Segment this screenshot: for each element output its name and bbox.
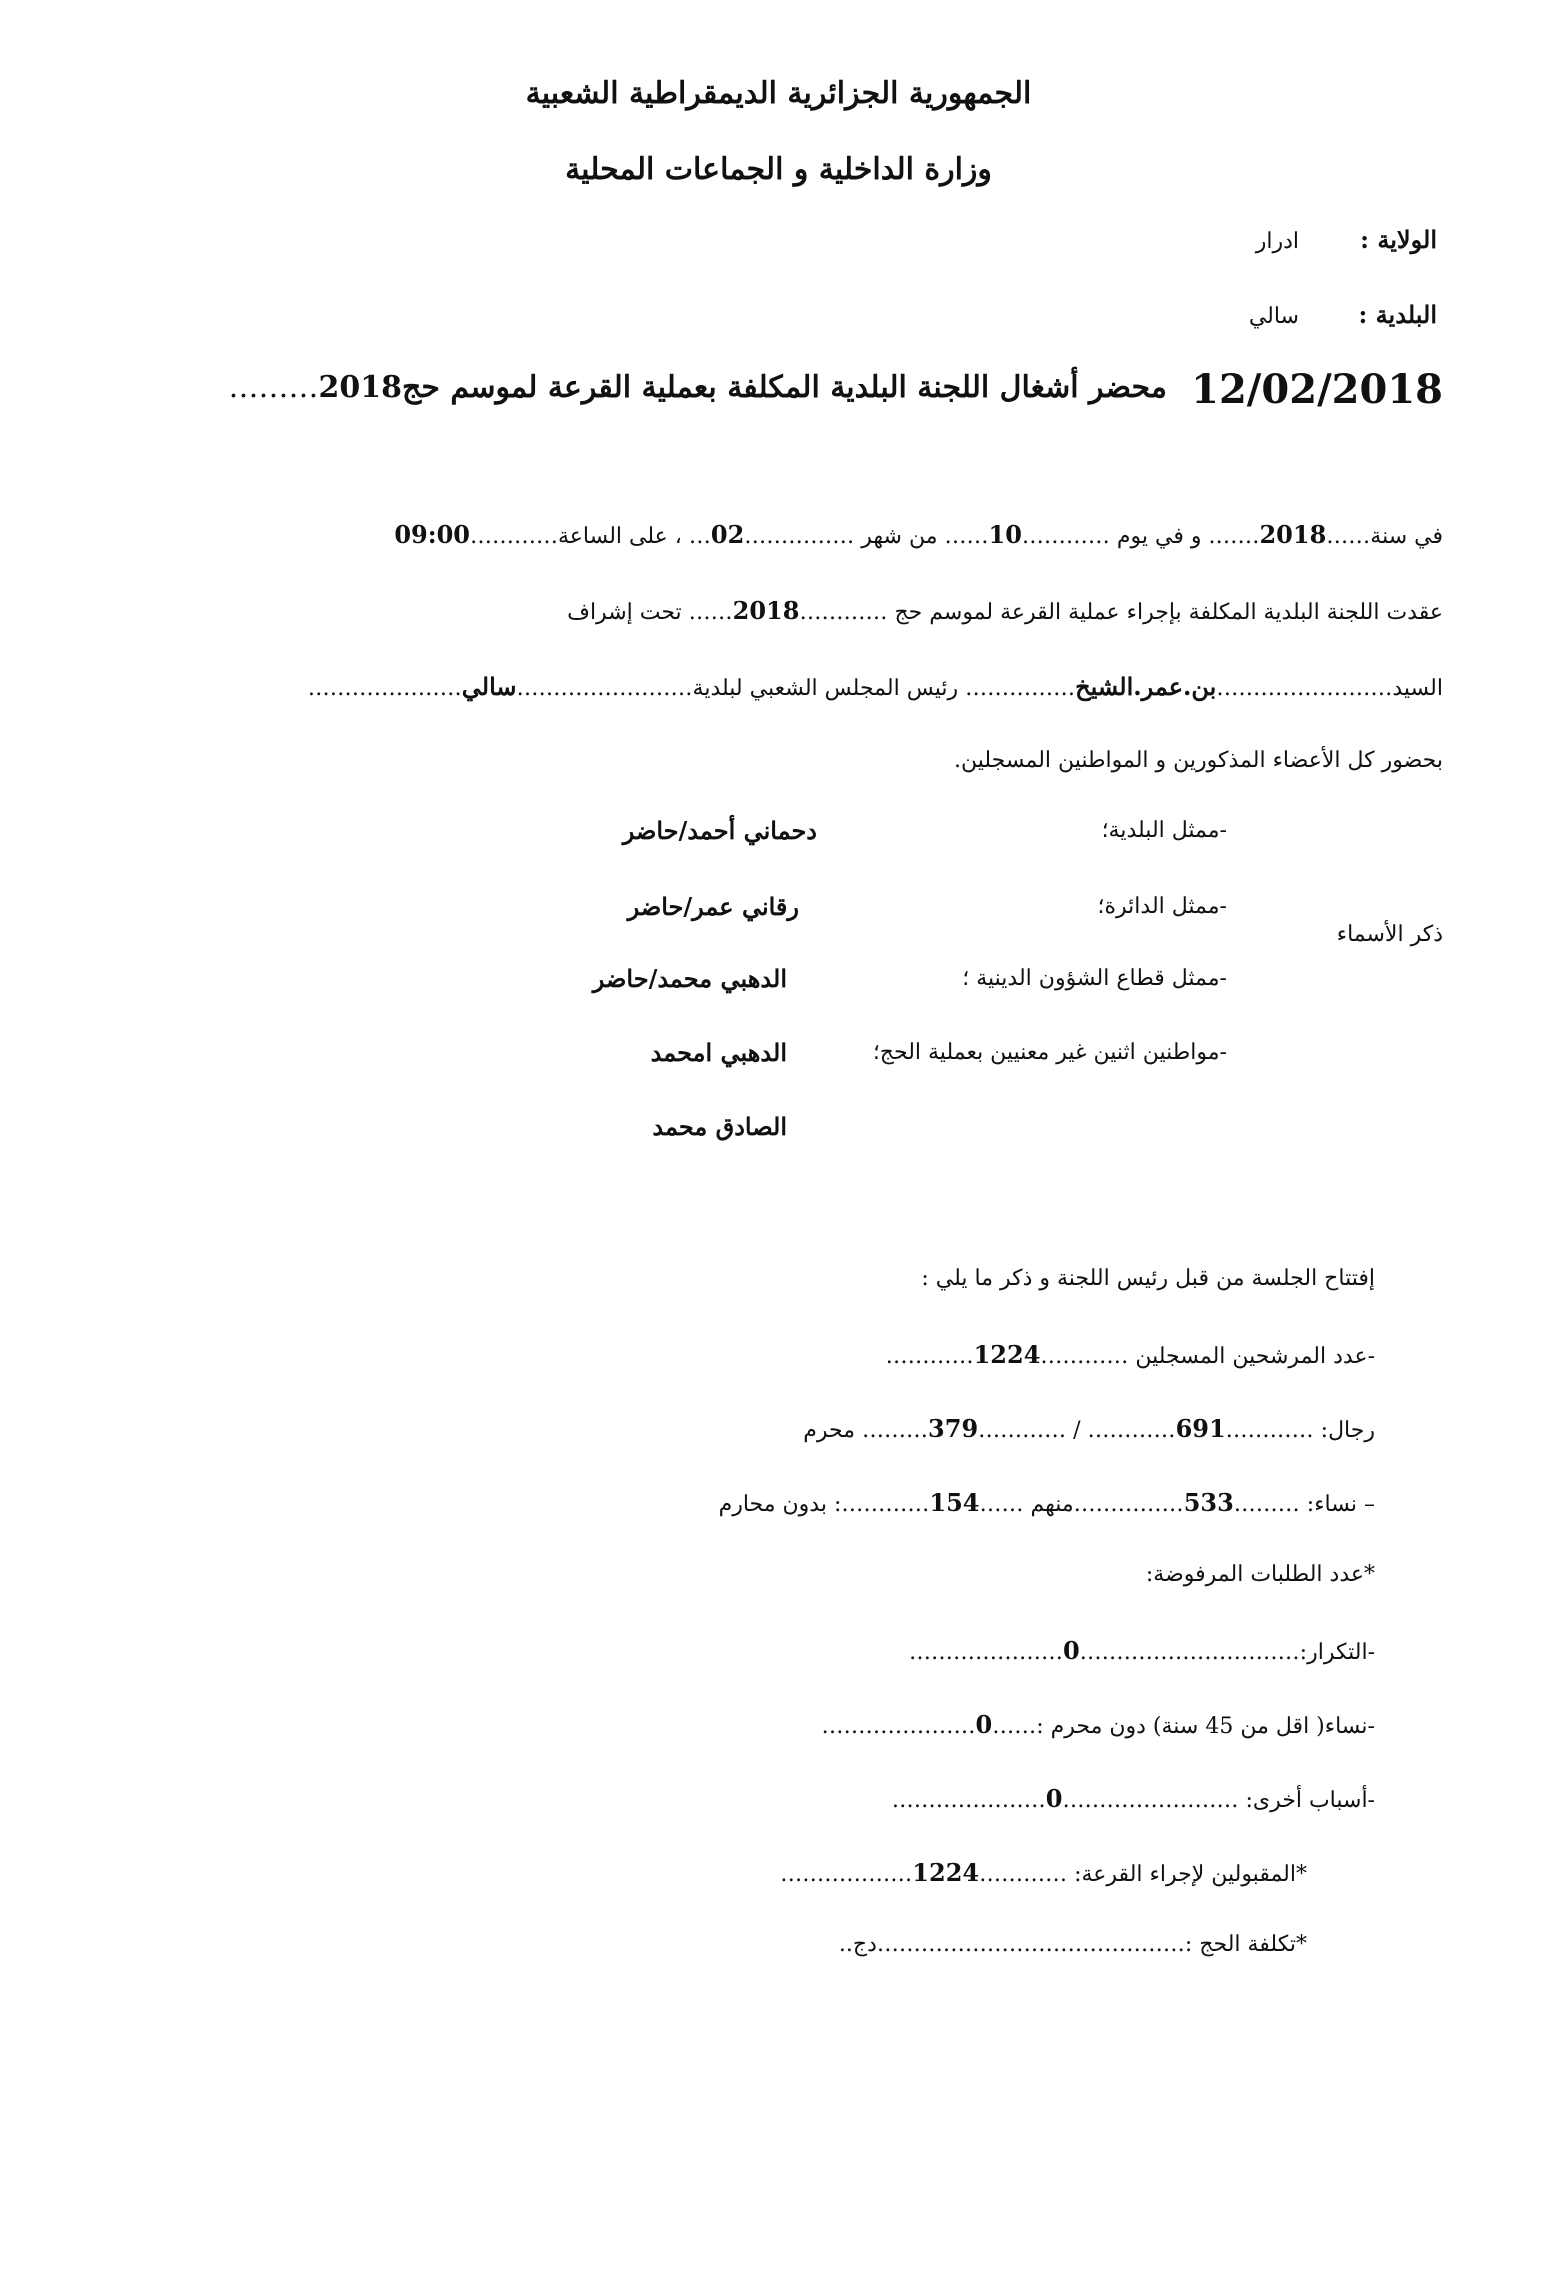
session-year: 2018 — [1259, 520, 1327, 549]
men-line — [803, 1414, 1375, 1443]
women45-label: -نساء( اقل من 45 سنة) دون محرم :…… — [992, 1714, 1375, 1739]
baladiya-value: سالي — [1248, 304, 1299, 329]
member-role-2: -ممثل الدائرة؛ — [1097, 894, 1227, 919]
accepted-label: *المقبولين لإجراء القرعة: ………… — [979, 1862, 1307, 1887]
month-label: …… من شهر …………… — [744, 524, 989, 549]
session-line-3-suffix: ………………… — [307, 676, 462, 701]
wilaya-label: الولاية : — [1360, 225, 1437, 254]
republic-heading: الجمهورية الجزائرية الديمقراطية الشعبية — [525, 76, 1032, 111]
mr-label: السيد…………………… — [1216, 676, 1443, 701]
men-label: رجال: ………… — [1225, 1418, 1375, 1443]
women-total: 533 — [1183, 1488, 1234, 1517]
rejected-title: *عدد الطلبات المرفوضة: — [1145, 1562, 1375, 1587]
registered-line — [886, 1340, 1375, 1369]
member-name-4: الدهبي امحمد — [650, 1038, 787, 1067]
members-side-label: ذكر الأسماء — [1336, 922, 1443, 947]
cost-line: *تكلفة الحج :……………………………………دج.. — [838, 1932, 1307, 1957]
women-line — [719, 1488, 1375, 1517]
accepted-suffix: ……………… — [780, 1862, 913, 1887]
opening-line: إفتتاح الجلسة من قبل رئيس اللجنة و ذكر ما يلي : — [921, 1266, 1375, 1291]
men-total: 691 — [1175, 1414, 1226, 1443]
minutes-title — [229, 370, 1168, 405]
minutes-title-year: 2018 — [318, 370, 402, 405]
member-name-2: رقاني عمر/حاضر — [627, 892, 799, 921]
registered-label: -عدد المرشحين المسجلين ………… — [1040, 1344, 1375, 1369]
repeat-label: -التكرار:………………………… — [1079, 1640, 1375, 1665]
member-name-5: الصادق محمد — [652, 1112, 787, 1141]
session-line-3 — [308, 672, 1443, 701]
member-role-3: -ممثل قطاع الشؤون الدينية ؛ — [962, 966, 1227, 991]
men-mahram: 379 — [928, 1414, 979, 1443]
women-without-mahram: 154 — [929, 1488, 980, 1517]
minutes-date: 12/02/2018 — [1191, 366, 1443, 413]
women-suffix: …………: بدون محارم — [718, 1492, 930, 1517]
session-line-1 — [394, 520, 1443, 549]
ministry-heading: وزارة الداخلية و الجماعات المحلية — [565, 152, 992, 187]
baladiya-label: البلدية : — [1358, 300, 1437, 329]
session-hour: 09:00 — [394, 520, 470, 549]
session-line-2-year: 2018 — [732, 596, 800, 625]
repeat-value: 0 — [1062, 1636, 1080, 1665]
minutes-title-text: محضر أشغال اللجنة البلدية المكلفة بعملية القرعة لموسم حج — [402, 370, 1167, 405]
session-line-4: بحضور كل الأعضاء المذكورين و المواطنين المسجلين. — [953, 748, 1443, 773]
commune-name: سالي — [461, 672, 517, 701]
wilaya-value: ادرار — [1255, 229, 1299, 254]
women45-value: 0 — [975, 1710, 993, 1739]
year-label: في سنة…… — [1326, 524, 1443, 549]
men-separator: ………… / ………… — [978, 1418, 1176, 1443]
other-suffix: ………………… — [891, 1788, 1046, 1813]
women-mid: ……………منهم …… — [979, 1492, 1184, 1517]
session-day: 10 — [988, 520, 1022, 549]
member-role-1: -ممثل البلدية؛ — [1101, 818, 1227, 843]
session-line-2-text: عقدت اللجنة البلدية المكلفة بإجراء عملية القرعة لموسم حج ………… — [799, 600, 1443, 625]
president-name: بن.عمر.الشيخ — [1075, 672, 1217, 701]
accepted-line — [780, 1858, 1307, 1887]
session-line-2 — [567, 596, 1443, 625]
women45-suffix: ………………… — [821, 1714, 976, 1739]
day-label: ……. و في يوم ………… — [1021, 524, 1260, 549]
other-value: 0 — [1045, 1784, 1063, 1813]
women-label: – نساء: ……… — [1233, 1492, 1375, 1517]
hour-label: … ، على الساعة………… — [469, 524, 711, 549]
minutes-title-dots: ……… — [228, 370, 319, 405]
registered-suffix: ………… — [885, 1344, 974, 1369]
session-line-2-suffix: …… تحت إشراف — [567, 600, 733, 625]
member-name-3: الدهبي محمد/حاضر — [592, 964, 787, 993]
president-title: …………… رئيس المجلس الشعبي لبلدية…………………… — [516, 676, 1076, 701]
men-suffix: ……… محرم — [803, 1418, 929, 1443]
session-month: 02 — [710, 520, 745, 549]
member-name-1: دحماني أحمد/حاضر — [622, 816, 817, 845]
other-line — [892, 1784, 1375, 1813]
repeat-suffix: ………………… — [908, 1640, 1063, 1665]
member-role-4: -مواطنين اثنين غير معنيين بعملية الحج؛ — [872, 1040, 1227, 1065]
accepted-value: 1224 — [912, 1858, 980, 1887]
registered-value: 1224 — [973, 1340, 1041, 1369]
repeat-line — [909, 1636, 1375, 1665]
women45-line — [822, 1710, 1376, 1739]
other-label: -أسباب أخرى: …………………… — [1062, 1788, 1375, 1813]
